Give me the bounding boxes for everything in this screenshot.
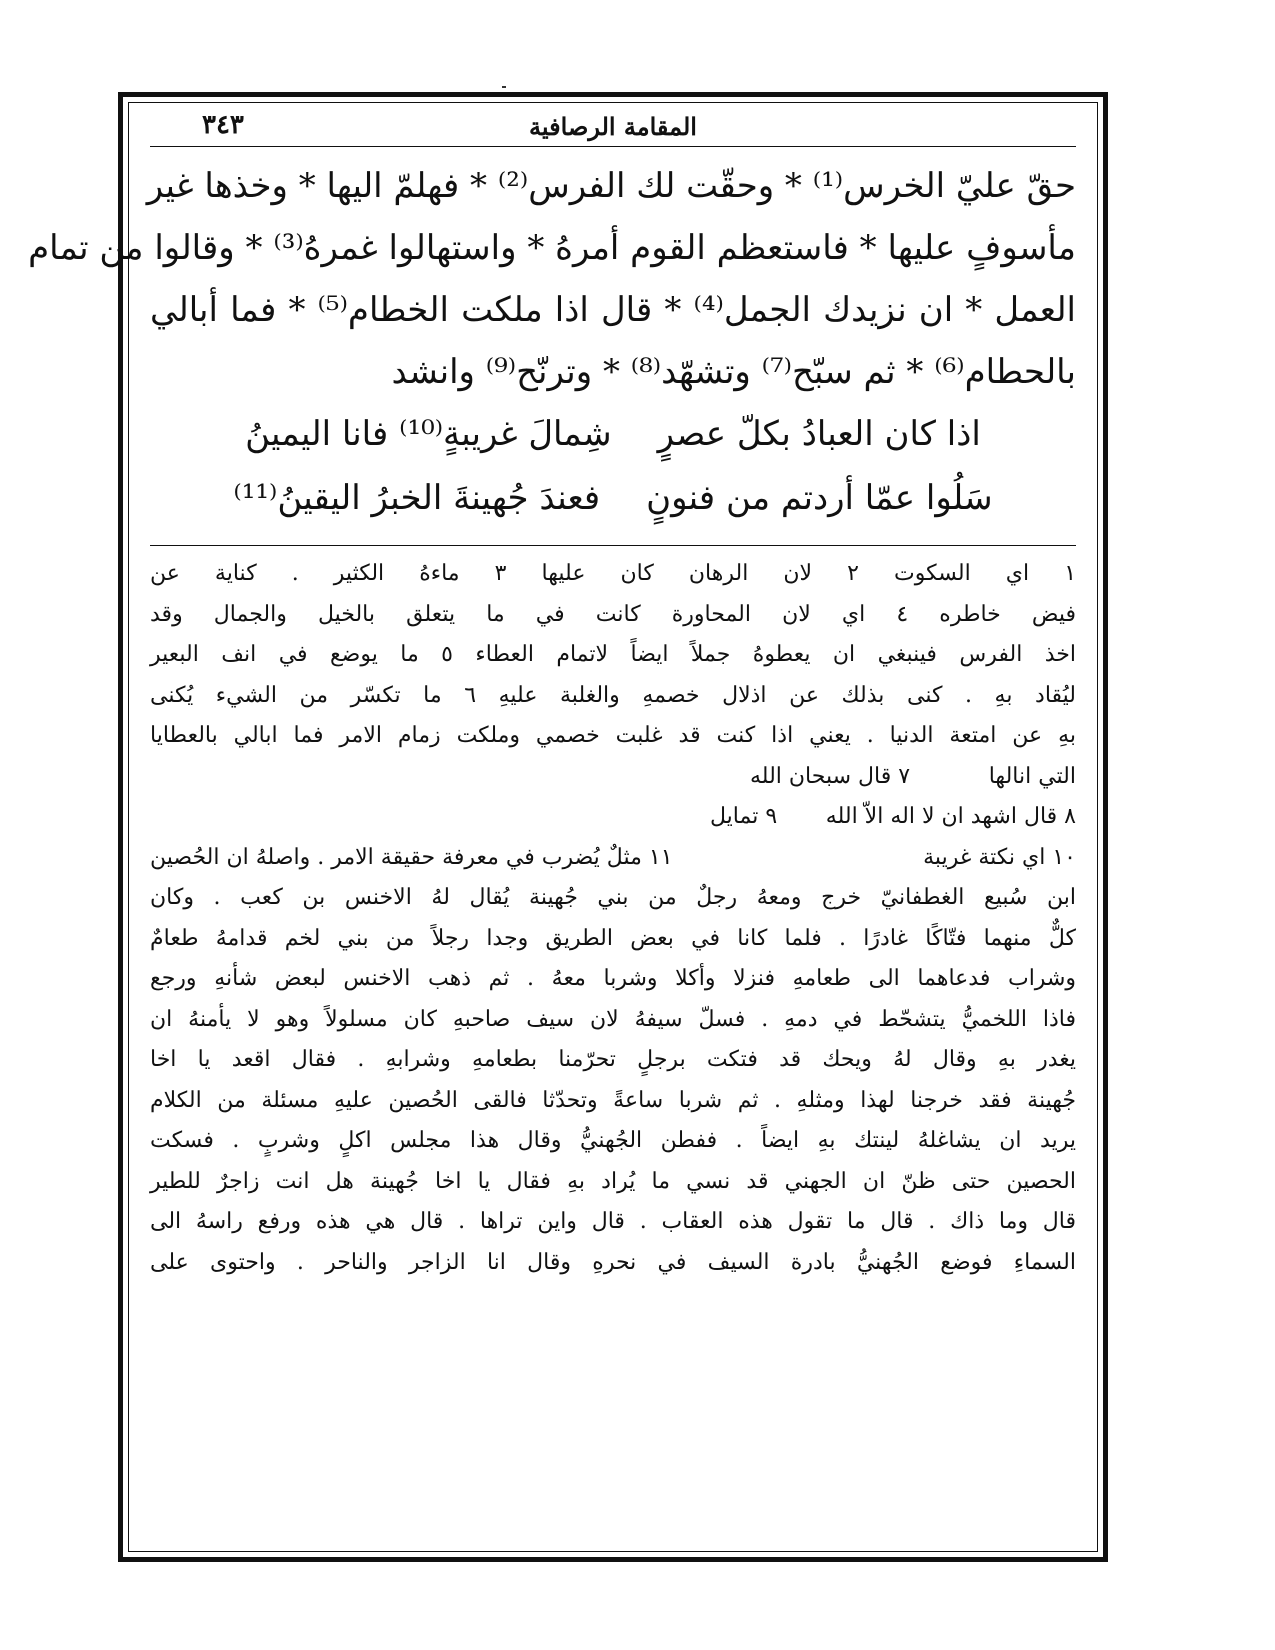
footnote-line: فاذا اللخميُّ يتشحّط في دمهِ . فسلّ سيفهُ لان سيف صاحبهِ كان مسلولاً وهو لا يأمنهُ ان (150, 1006, 1076, 1032)
footnote-line: وشراب فدعاهما الى طعامهِ فنزلا وأكلا وشربا معهُ . ثم ذهب الاخنس لبعض شأنهِ ورجع (150, 966, 1076, 991)
footnote-line: فيض خاطره ٤ اي لان المحاورة كانت في ما يتعلق بالخيل والجمال وقد (150, 601, 1076, 627)
footnote-line (150, 757, 1076, 798)
verse-second-hemistich: شِمالَ غريبةٍ⁽¹⁰⁾ فانا اليمينُ (245, 414, 612, 454)
footnote-line: يغدر بهِ وقال لهُ ويحك قد فتكت برجلٍ تحرّمنا بطعامهِ وشرابهِ . فقال اقعد يا اخا (150, 1047, 1076, 1072)
page-content (28, 106, 1077, 1283)
main-text-line: حقّ عليّ الخرس⁽¹⁾ * وحقّت لك الفرس⁽²⁾ * فهلمّ اليها * وخذها غير (146, 166, 1076, 206)
verse-first-hemistich: اذا كان العبادُ بكلّ عصرٍ (657, 414, 981, 454)
running-header (150, 106, 1076, 147)
verse-second-hemistich: فعندَ جُهينةَ الخبرُ اليقينُ⁽¹¹⁾ (233, 478, 601, 518)
page-number: ٣٤٣ (202, 110, 244, 140)
footnote-item: ٨ قال اشهد ان لا اله الاّ الله (825, 804, 1076, 829)
footnote-line: جُهينة فقد خرجنا لهذا ومثلهِ . ثم شربا ساعةً وتحدّثا فالقى الحُصين عليهِ مسئلة من الكلام (150, 1087, 1076, 1113)
scan-mark (502, 86, 506, 88)
footnote-line (150, 838, 1076, 879)
footnote-item: ٧ قال سبحان الله (750, 763, 911, 789)
footnote-line: يريد ان يشاغلهُ لينتك بهِ ايضاً . ففطن الجُهنيُّ وقال هذا مجلس اكلٍ وشربٍ . فسكت (150, 1128, 1076, 1153)
footnote-line: اخذ الفرس فينبغي ان يعطوهُ جملاً ايضاً لاتمام العطاء ٥ ما يوضع في انف البعير (150, 642, 1076, 667)
footnote-line: قال وما ذاك . قال ما تقول هذه العقاب . قال واين تراها . قال هي هذه ورفع راسهُ الى (150, 1209, 1076, 1234)
main-text-line: العمل * ان نزيدك الجمل⁽⁴⁾ * قال اذا ملكت الخطام⁽⁵⁾ * فما أبالي (150, 290, 1077, 330)
footnote-line (150, 797, 1076, 838)
main-text-line: بالحطام⁽⁶⁾ * ثم سبّح⁽⁷⁾ وتشهّد⁽⁸⁾ * وترنّح⁽⁹⁾ وانشد (391, 352, 1076, 392)
poem (150, 403, 1076, 531)
footnote-line: ليُقاد بهِ . كنى بذلك عن اذلال خصمهِ والغلبة عليهِ ٦ ما تكسّر من الشيء يُكنى (150, 682, 1076, 708)
footnote-line: السماءِ فوضع الجُهنيُّ بادرة السيف في نحرهِ وقال انا الزاجر والناحر . واحتوى على (150, 1249, 1076, 1275)
footnote-divider (150, 545, 1076, 546)
footnote-line: ١ اي السكوت ٢ لان الرهان كان عليها ٣ ماءهُ الكثير . كناية عن (150, 561, 1077, 586)
footnote-line: ابن سُبيع الغطفانيّ خرج ومعهُ رجلٌ من بني جُهينة يُقال لهُ الاخنس بن كعب . وكان (150, 885, 1076, 910)
footnote-item: ١٠ اي نكتة غريبة (923, 844, 1076, 870)
footnote-item: ١١ مثلٌ يُضرب في معرفة حقيقة الامر . واصلهُ ان الحُصين (150, 844, 673, 870)
poem-verse (150, 403, 1076, 467)
chapter-title: المقامة الرصافية (529, 112, 697, 141)
footnote-line: كلٌّ منهما فتّاكًا غادرًا . فلما كانا في بعض الطريق وجدا رجلاً من بني لخم قدامهُ طعامٌ (150, 925, 1076, 951)
footnote-line: بهِ عن امتعة الدنيا . يعني اذا كنت قد غلبت خصمي وملكت زمام الامر فما ابالي بالعطايا (150, 723, 1076, 748)
poem-verse (150, 467, 1076, 531)
footnote-line: الحصين حتى ظنّ ان الجهني قد نسي ما يُراد بهِ فقال يا اخا جُهينة هل انت زاجرٌ للطير (150, 1168, 1076, 1194)
footnote-fragment: التي انالها (988, 763, 1076, 789)
main-text (28, 155, 1077, 403)
footnotes (150, 554, 1076, 1283)
main-text-line: مأسوفٍ عليها * فاستعظم القوم أمرهُ * واستهالوا غمرهُ⁽³⁾ * وقالوا من تمام (28, 228, 1076, 268)
verse-first-hemistich: سَلُوا عمّا أردتم من فنونٍ (646, 478, 993, 518)
footnote-item: ٩ تمايل (710, 804, 778, 829)
